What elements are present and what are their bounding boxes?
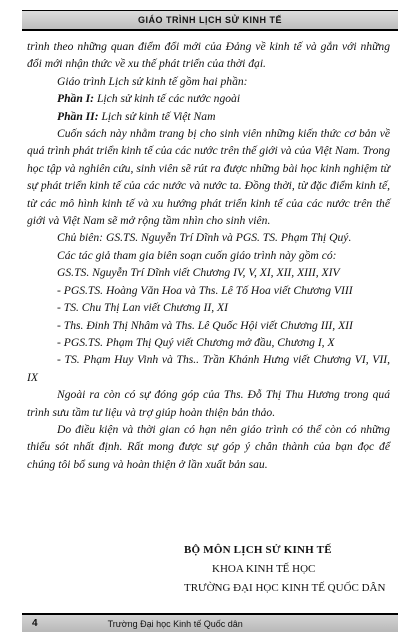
author-item: - TS. Phạm Huy Vinh và Ths.. Trần Khánh Hưng viết Chương VI, VII, IX (27, 353, 390, 384)
author-item: - TS. Chu Thị Lan viết Chương II, XI (57, 301, 228, 315)
part-two-label: Phần II: (57, 109, 99, 123)
author-item: - PGS.TS. Hoàng Văn Hoa và Ths. Lê Tố Hoa viết Chương VIII (57, 283, 353, 297)
body-text (27, 38, 390, 473)
paragraph: Giáo trình Lịch sử kinh tế gồm hai phần: (57, 74, 248, 88)
author-item: GS.TS. Nguyễn Trí Dĩnh viết Chương IV, V, XI, XII, XIII, XIV (57, 266, 340, 280)
signature-department: BỘ MÔN LỊCH SỬ KINH TẾ (184, 544, 332, 556)
footer-text: Trường Đại học Kinh tế Quốc dân (107, 618, 243, 629)
paragraph: trình theo những quan điểm đổi mới của Đảng về kinh tế và gắn với những đổi mới nhận thức về xu thế phát triển của thời đại. (27, 40, 390, 71)
paragraph: Cuốn sách này nhằm trang bị cho sinh viên những kiến thức cơ bản về quá trình phát triển kinh tế của các nước trên thế giới và của Việt Nam. Trong học tập và nghiên cứu, sinh viên sẽ rút ra được những bài học kinh nghiệm từ sự phát triển kinh tế của các nước và nước ta. Đồng thời, từ đặc điểm kinh tế, từ các mô hình kinh tế và xu hướng phát triển kinh tế của các nước trên thế giới và Việt Nam sẽ mở rộng tầm nhìn cho sinh viên. (27, 127, 390, 228)
author-item: - PGS.TS. Phạm Thị Quý viết Chương mở đầu, Chương I, X (57, 335, 335, 349)
signature-university: TRƯỜNG ĐẠI HỌC KINH TẾ QUỐC DÂN (184, 582, 386, 594)
part-one-label: Phần I: (57, 92, 95, 106)
author-item: - Ths. Đinh Thị Nhâm và Ths. Lê Quốc Hội viết Chương III, XII (57, 318, 353, 332)
part-one-line (27, 90, 390, 107)
paragraph: Do điều kiện và thời gian có hạn nên giáo trình có thể còn có những thiếu sót nhất định. Rất mong được sự góp ý chân thành của bạn đọc để chúng tôi bổ sung và hoàn thiện ở lần xuất bản sau. (27, 422, 390, 471)
paragraph: Ngoài ra còn có sự đóng góp của Ths. Đỗ Thị Thu Hương trong quá trình sưu tầm tư liệu và trợ giúp hoàn thiện bản thảo. (27, 388, 390, 419)
page-footer (22, 613, 398, 632)
part-two-text: Lịch sử kinh tế Việt Nam (98, 109, 216, 123)
page-number: 4 (32, 618, 38, 629)
part-two-line (27, 108, 390, 125)
signature-block (166, 541, 406, 598)
part-one-text: Lịch sử kinh tế các nước ngoài (94, 92, 241, 106)
paragraph: Các tác giả tham gia biên soạn cuốn giáo trình này gồm có: (57, 248, 337, 262)
signature-faculty: KHOA KINH TẾ HỌC (212, 563, 316, 575)
paragraph: Chủ biên: GS.TS. Nguyễn Trí Dĩnh và PGS. TS. Phạm Thị Quý. (57, 231, 352, 245)
page-header (22, 10, 398, 31)
header-title: GIÁO TRÌNH LỊCH SỬ KINH TẾ (138, 15, 282, 25)
